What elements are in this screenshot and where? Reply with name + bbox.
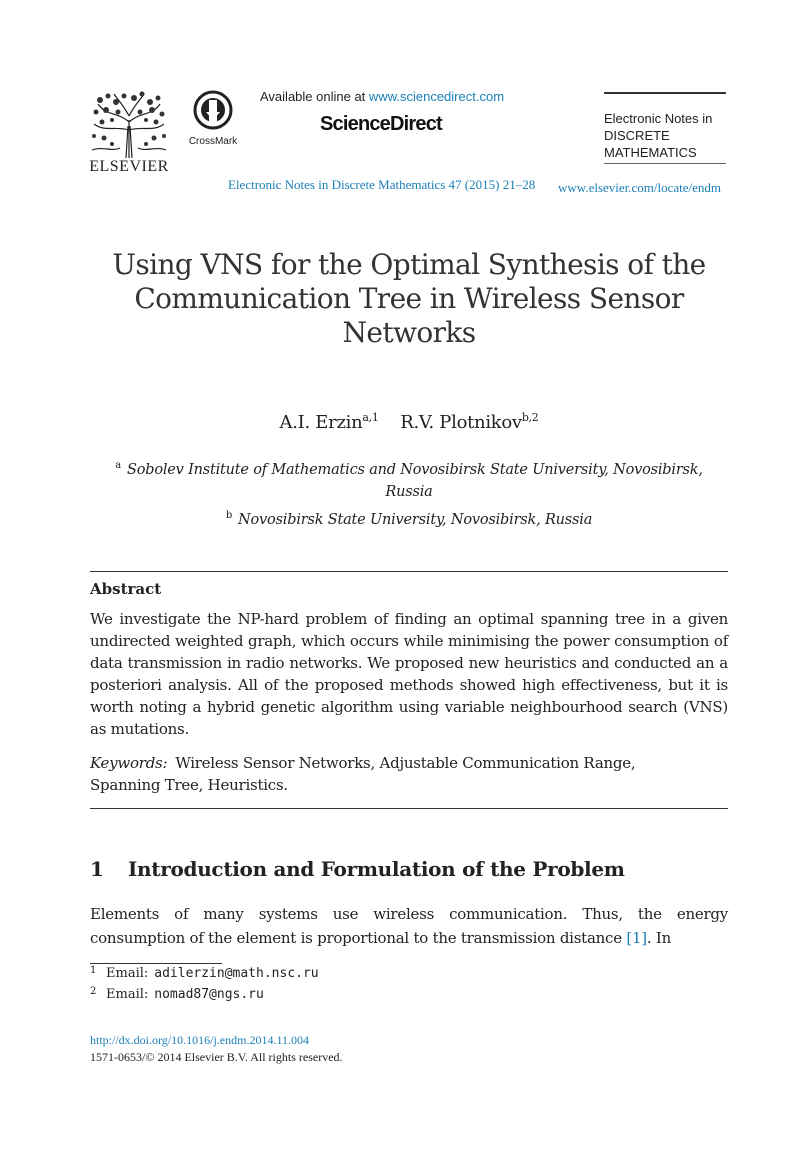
available-online-line [260, 89, 504, 104]
keywords [90, 752, 690, 796]
affiliation-a-mark: a [115, 460, 121, 471]
footnote-2-email[interactable]: nomad87@ngs.ru [154, 987, 264, 1002]
citation-link[interactable]: [1] [626, 929, 647, 947]
author-2-name: R.V. Plotnikov [400, 412, 522, 433]
crossmark-badge[interactable] [188, 90, 238, 147]
affiliation-b-mark: b [225, 510, 233, 521]
elsevier-tree-icon [88, 90, 170, 160]
author-1-affiliation-mark: a,1 [362, 411, 379, 424]
journal-name-line-2: DISCRETE [604, 128, 670, 143]
keywords-line-2: Spanning Tree, Heuristics. [90, 776, 288, 794]
sciencedirect-link[interactable]: www.sciencedirect.com [368, 89, 505, 104]
footnote-1-email[interactable]: adilerzin@math.nsc.ru [154, 966, 319, 981]
footnote-1-label: Email: [106, 966, 149, 981]
elsevier-wordmark: ELSEVIER [89, 158, 169, 175]
footnote-1 [90, 966, 319, 981]
affiliation-b-text: Novosibirsk State University, Novosibirsk, Russia [238, 511, 593, 528]
journal-url-link[interactable]: www.elsevier.com/locate/endm [558, 180, 722, 195]
affiliation-a-line-2: Russia [385, 483, 433, 500]
journal-box-bottom-rule [604, 163, 726, 164]
journal-citation-link[interactable]: Electronic Notes in Discrete Mathematics 47 (2015) 21–28 [228, 177, 536, 192]
affiliation-a [90, 455, 728, 503]
footnote-2-label: Email: [106, 987, 149, 1002]
section-body-text: Elements of many systems use wireless communication. Thus, the energy consumption of the element is proportional to the transmission distance [90, 905, 728, 947]
keywords-label: Keywords: [90, 754, 168, 772]
affiliation-a-line-1: Sobolev Institute of Mathematics and Novosibirsk State University, Novosibirsk, [126, 461, 703, 478]
journal-title-box [604, 92, 726, 164]
title-line-2: Communication Tree in Wireless Sensor [134, 282, 684, 315]
available-online-prefix: Available online at [260, 89, 366, 104]
copyright-line: 1571-0653/© 2014 Elsevier B.V. All rights reserved. [90, 1050, 343, 1064]
doi-link[interactable]: http://dx.doi.org/10.1016/j.endm.2014.11.004 [90, 1033, 309, 1047]
section-heading [90, 857, 625, 881]
abstract-bottom-rule [90, 808, 728, 809]
abstract-body: We investigate the NP-hard problem of finding an optimal spanning tree in a given undirected weighted graph, which occurs while minimising the power consumption of data transmission in radio networks. We proposed new heuristics and conducted an a posteriori analysis. All of the proposed methods showed high effectiveness, but it is worth noting a hybrid genetic algorithm using variable neighbourhood search (VNS) as mutations. [90, 610, 728, 738]
paper-title [90, 248, 728, 350]
footnote-1-mark: 1 [90, 965, 97, 976]
abstract-heading: Abstract [90, 580, 162, 598]
section-body [90, 902, 728, 950]
section-body-text-end: . In [646, 929, 671, 947]
footnote-rule [90, 963, 222, 964]
journal-name-line-1: Electronic Notes in [604, 111, 713, 126]
author-list [90, 411, 728, 433]
crossmark-icon [193, 90, 233, 130]
abstract-top-rule [90, 571, 728, 572]
sciencedirect-wordmark: ScienceDirect [320, 113, 442, 135]
keywords-line-1: Wireless Sensor Networks, Adjustable Communication Range, [175, 754, 636, 772]
author-2-affiliation-mark: b,2 [521, 411, 539, 424]
author-1-name: A.I. Erzin [279, 412, 363, 433]
affiliation-b [90, 505, 728, 531]
footnote-2-mark: 2 [90, 986, 97, 997]
section-title: Introduction and Formulation of the Problem [128, 857, 625, 881]
crossmark-label: CrossMark [188, 136, 238, 147]
title-line-3: Networks [342, 316, 476, 349]
footnote-2 [90, 987, 264, 1002]
title-line-1: Using VNS for the Optimal Synthesis of the [112, 248, 706, 281]
journal-name-line-3: MATHEMATICS [604, 145, 697, 160]
section-number: 1 [90, 857, 104, 881]
